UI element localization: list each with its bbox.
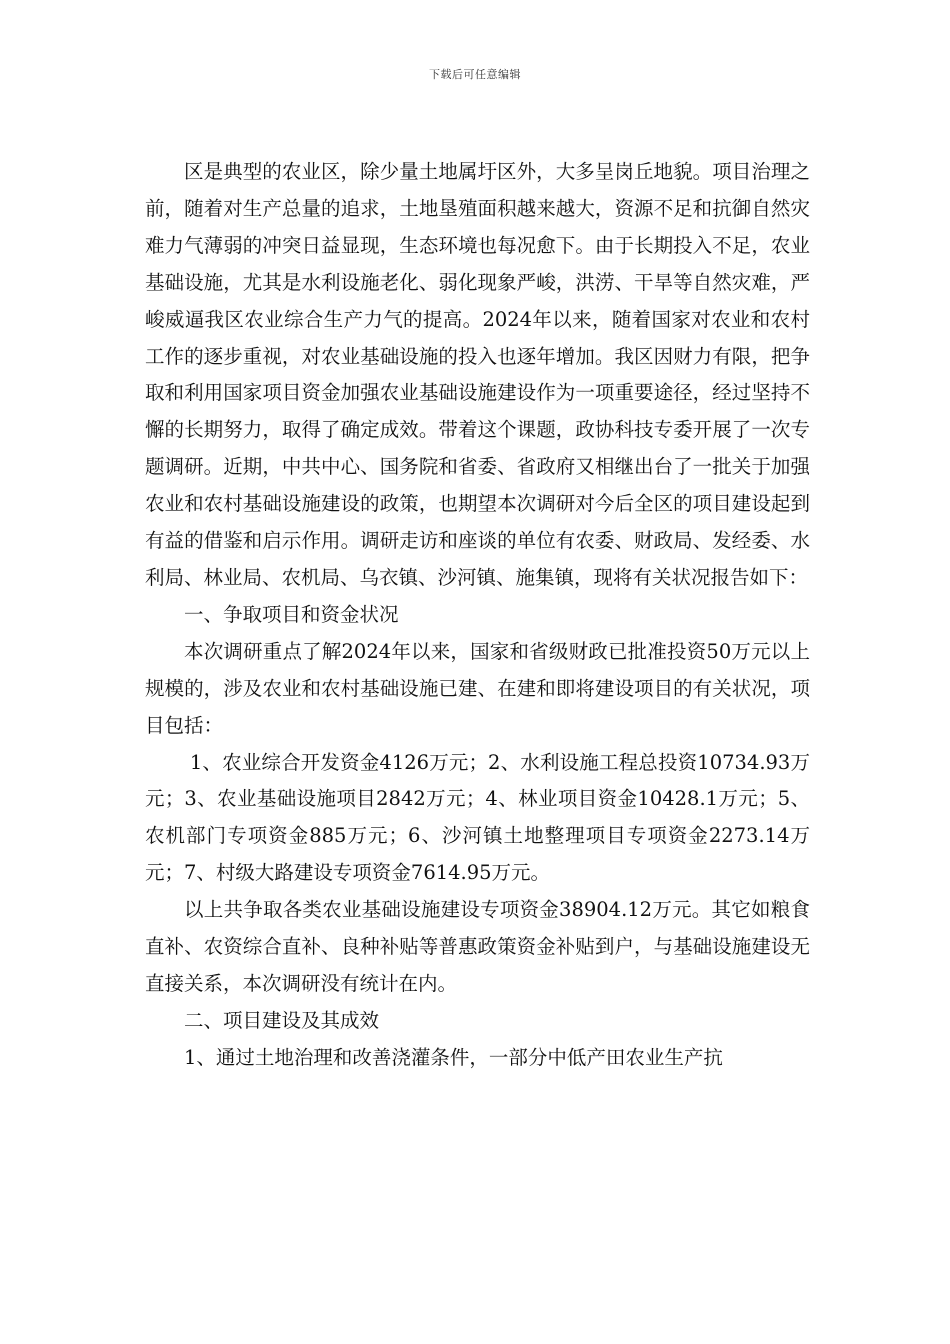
page-header: 下载后可任意编辑 (429, 68, 521, 81)
section-heading-results: 二、项目建设及其成效 (184, 1008, 380, 1032)
section-heading-funding: 一、争取项目和资金状况 (184, 602, 399, 626)
paragraph-results-1: 1、通过土地治理和改善浇灌条件，一部分中低产田农业生产抗 (184, 1045, 723, 1069)
paragraph-fund-list: 1、农业综合开发资金4126万元；2、水利设施工程总投资10734.93万元；3、农业基础设施项目2842万元；4、林业项目资金10428.1万元；5、农机部门专项资金885万元；6、沙河镇土地整理项目专项资金2273.14万元；7、村级大路建设专项资金7614.95万元。 (145, 750, 810, 885)
paragraph-scope: 本次调研重点了解2024年以来，国家和省级财政已批准投资50万元以上规模的，涉及农业和农村基础设施已建、在建和即将建设项目的有关状况，项目包括： (145, 639, 810, 737)
paragraph-intro: 区是典型的农业区，除少量土地属圩区外，大多呈岗丘地貌。项目治理之前，随着对生产总量的追求，土地垦殖面积越来越大，资源不足和抗御自然灾难力气薄弱的冲突日益显现，生态环境也每况愈下。由于长期投入不足，农业基础设施，尤其是水利设施老化、弱化现象严峻，洪涝、干旱等自然灾难，严峻威逼我区农业综合生产力气的提高。2024年以来，随着国家对农业和农村工作的逐步重视，对农业基础设施的投入也逐年增加。我区因财力有限，把争取和利用国家项目资金加强农业基础设施建设作为一项重要途径，经过坚持不懈的长期努力，取得了确定成效。带着这个课题，政协科技专委开展了一次专题调研。近期，中共中心、国务院和省委、省政府又相继出台了一批关于加强农业和农村基础设施建设的政策，也期望本次调研对今后全区的项目建设起到有益的借鉴和启示作用。调研走访和座谈的单位有农委、财政局、发经委、水利局、林业局、农机局、乌衣镇、沙河镇、施集镇，现将有关状况报告如下： (145, 160, 810, 589)
document-body (145, 154, 810, 1077)
paragraph-total: 以上共争取各类农业基础设施建设专项资金38904.12万元。其它如粮食直补、农资综合直补、良种补贴等普惠政策资金补贴到户，与基础设施建设无直接关系，本次调研没有统计在内。 (145, 898, 810, 995)
